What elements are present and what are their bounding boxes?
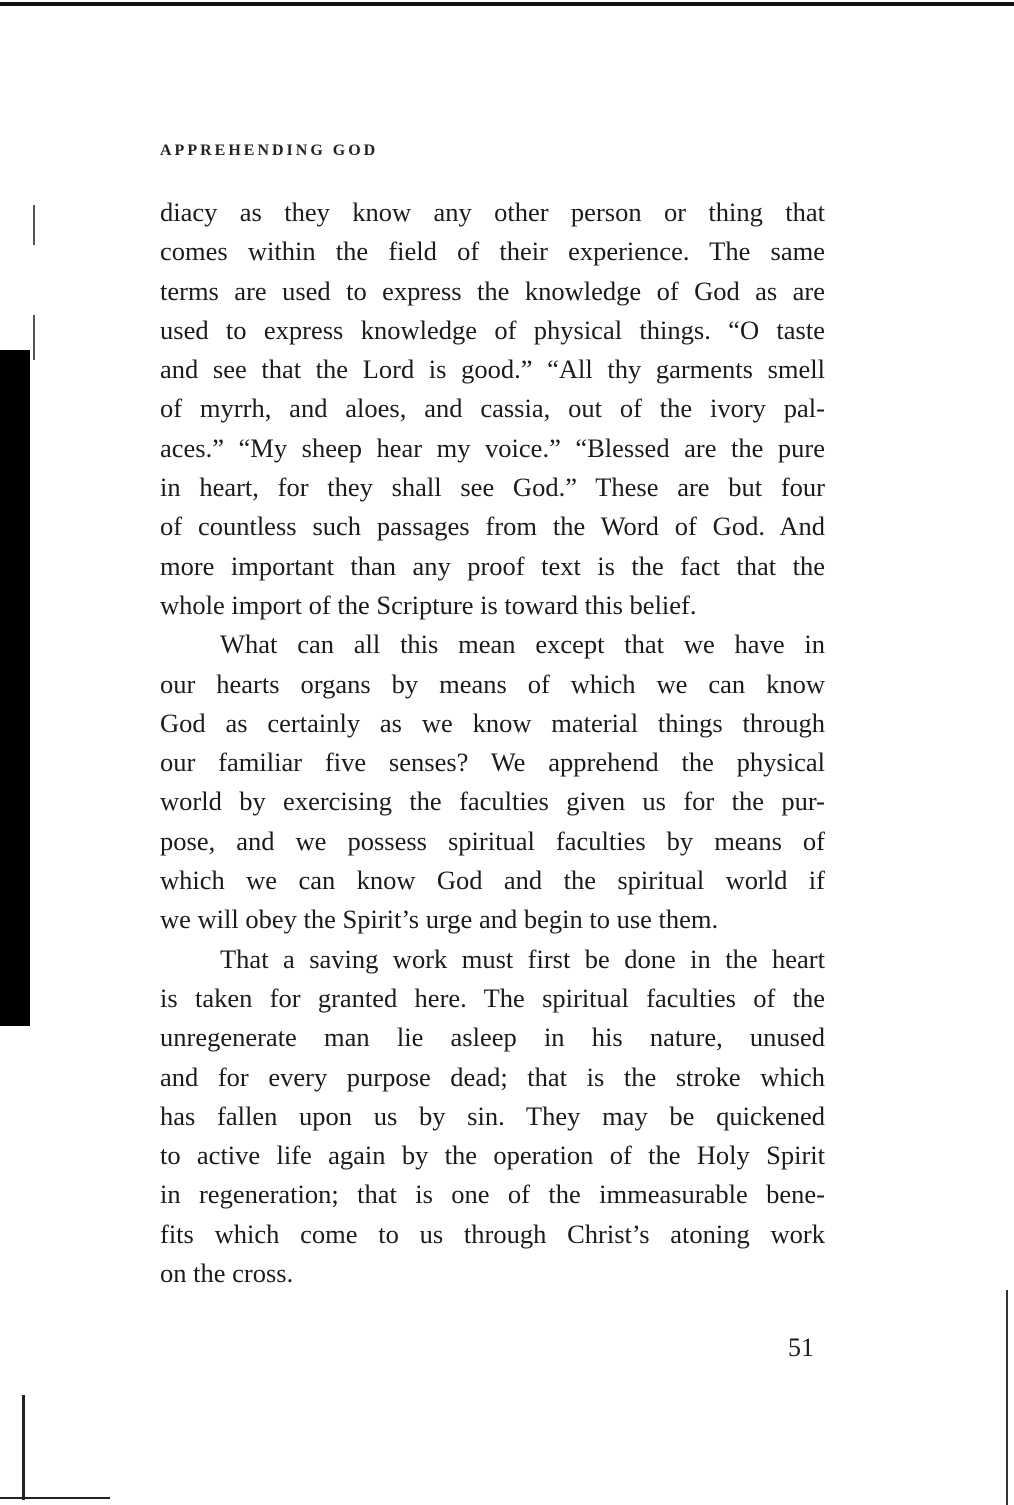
text-line: comes within the field of their experience. The same: [160, 236, 825, 267]
text-line: terms are used to express the knowledge of God as are: [160, 275, 825, 306]
text-line: of countless such passages from the Word of God. And: [160, 511, 825, 542]
text-line: our hearts organs by means of which we can know: [160, 668, 825, 699]
page-number: 51: [788, 1333, 814, 1362]
text-line: God as certainly as we know material things through: [160, 707, 825, 738]
text-line: to active life again by the operation of the Holy Spirit: [160, 1140, 825, 1171]
left-margin-mark: [33, 315, 35, 360]
bottom-left-scan-mark: [22, 1395, 25, 1500]
text-line: on the cross.: [160, 1258, 294, 1289]
left-scan-shadow: [0, 350, 30, 1026]
text-line: and see that the Lord is good.” “All thy garments smell: [160, 354, 825, 385]
body-text: [160, 193, 825, 1293]
text-line: unregenerate man lie asleep in his nature, unused: [160, 1022, 825, 1053]
text-line: of myrrh, and aloes, and cassia, out of the ivory pal-: [160, 393, 825, 424]
text-line: in heart, for they shall see God.” These are but four: [160, 472, 825, 503]
text-line: more important than any proof text is the fact that the: [160, 550, 825, 581]
running-head: APPREHENDING GOD: [160, 142, 379, 159]
text-line: we will obey the Spirit’s urge and begin to use them.: [160, 904, 719, 935]
text-line: whole import of the Scripture is toward this belief.: [160, 589, 697, 620]
text-line: which we can know God and the spiritual world if: [160, 865, 825, 896]
text-line: has fallen upon us by sin. They may be quickened: [160, 1100, 825, 1131]
top-scan-rule: [0, 2, 1014, 6]
text-line: is taken for granted here. The spiritual faculties of the: [160, 982, 825, 1013]
text-line: our familiar five senses? We apprehend the physical: [160, 747, 825, 778]
text-line: aces.” “My sheep hear my voice.” “Blessed are the pure: [160, 432, 825, 463]
text-line: diacy as they know any other person or thing that: [160, 197, 825, 227]
text-line: and for every purpose dead; that is the stroke which: [160, 1061, 825, 1092]
text-line: That a saving work must first be done in the heart: [220, 943, 825, 974]
text-line: world by exercising the faculties given us for the pur-: [160, 786, 825, 817]
text-line: fits which come to us through Christ’s atoning work: [160, 1218, 825, 1249]
bottom-scan-rule: [0, 1497, 110, 1499]
text-line: used to express knowledge of physical things. “O taste: [160, 314, 825, 345]
paragraph: [160, 193, 825, 625]
text-line: pose, and we possess spiritual faculties by means of: [160, 825, 825, 856]
left-margin-mark: [33, 205, 35, 245]
text-line: What can all this mean except that we have in: [220, 629, 825, 660]
right-scan-edge: [1006, 1290, 1008, 1505]
paragraph: [160, 625, 825, 939]
paragraph: [160, 940, 825, 1294]
text-line: in regeneration; that is one of the immeasurable bene-: [160, 1179, 825, 1210]
